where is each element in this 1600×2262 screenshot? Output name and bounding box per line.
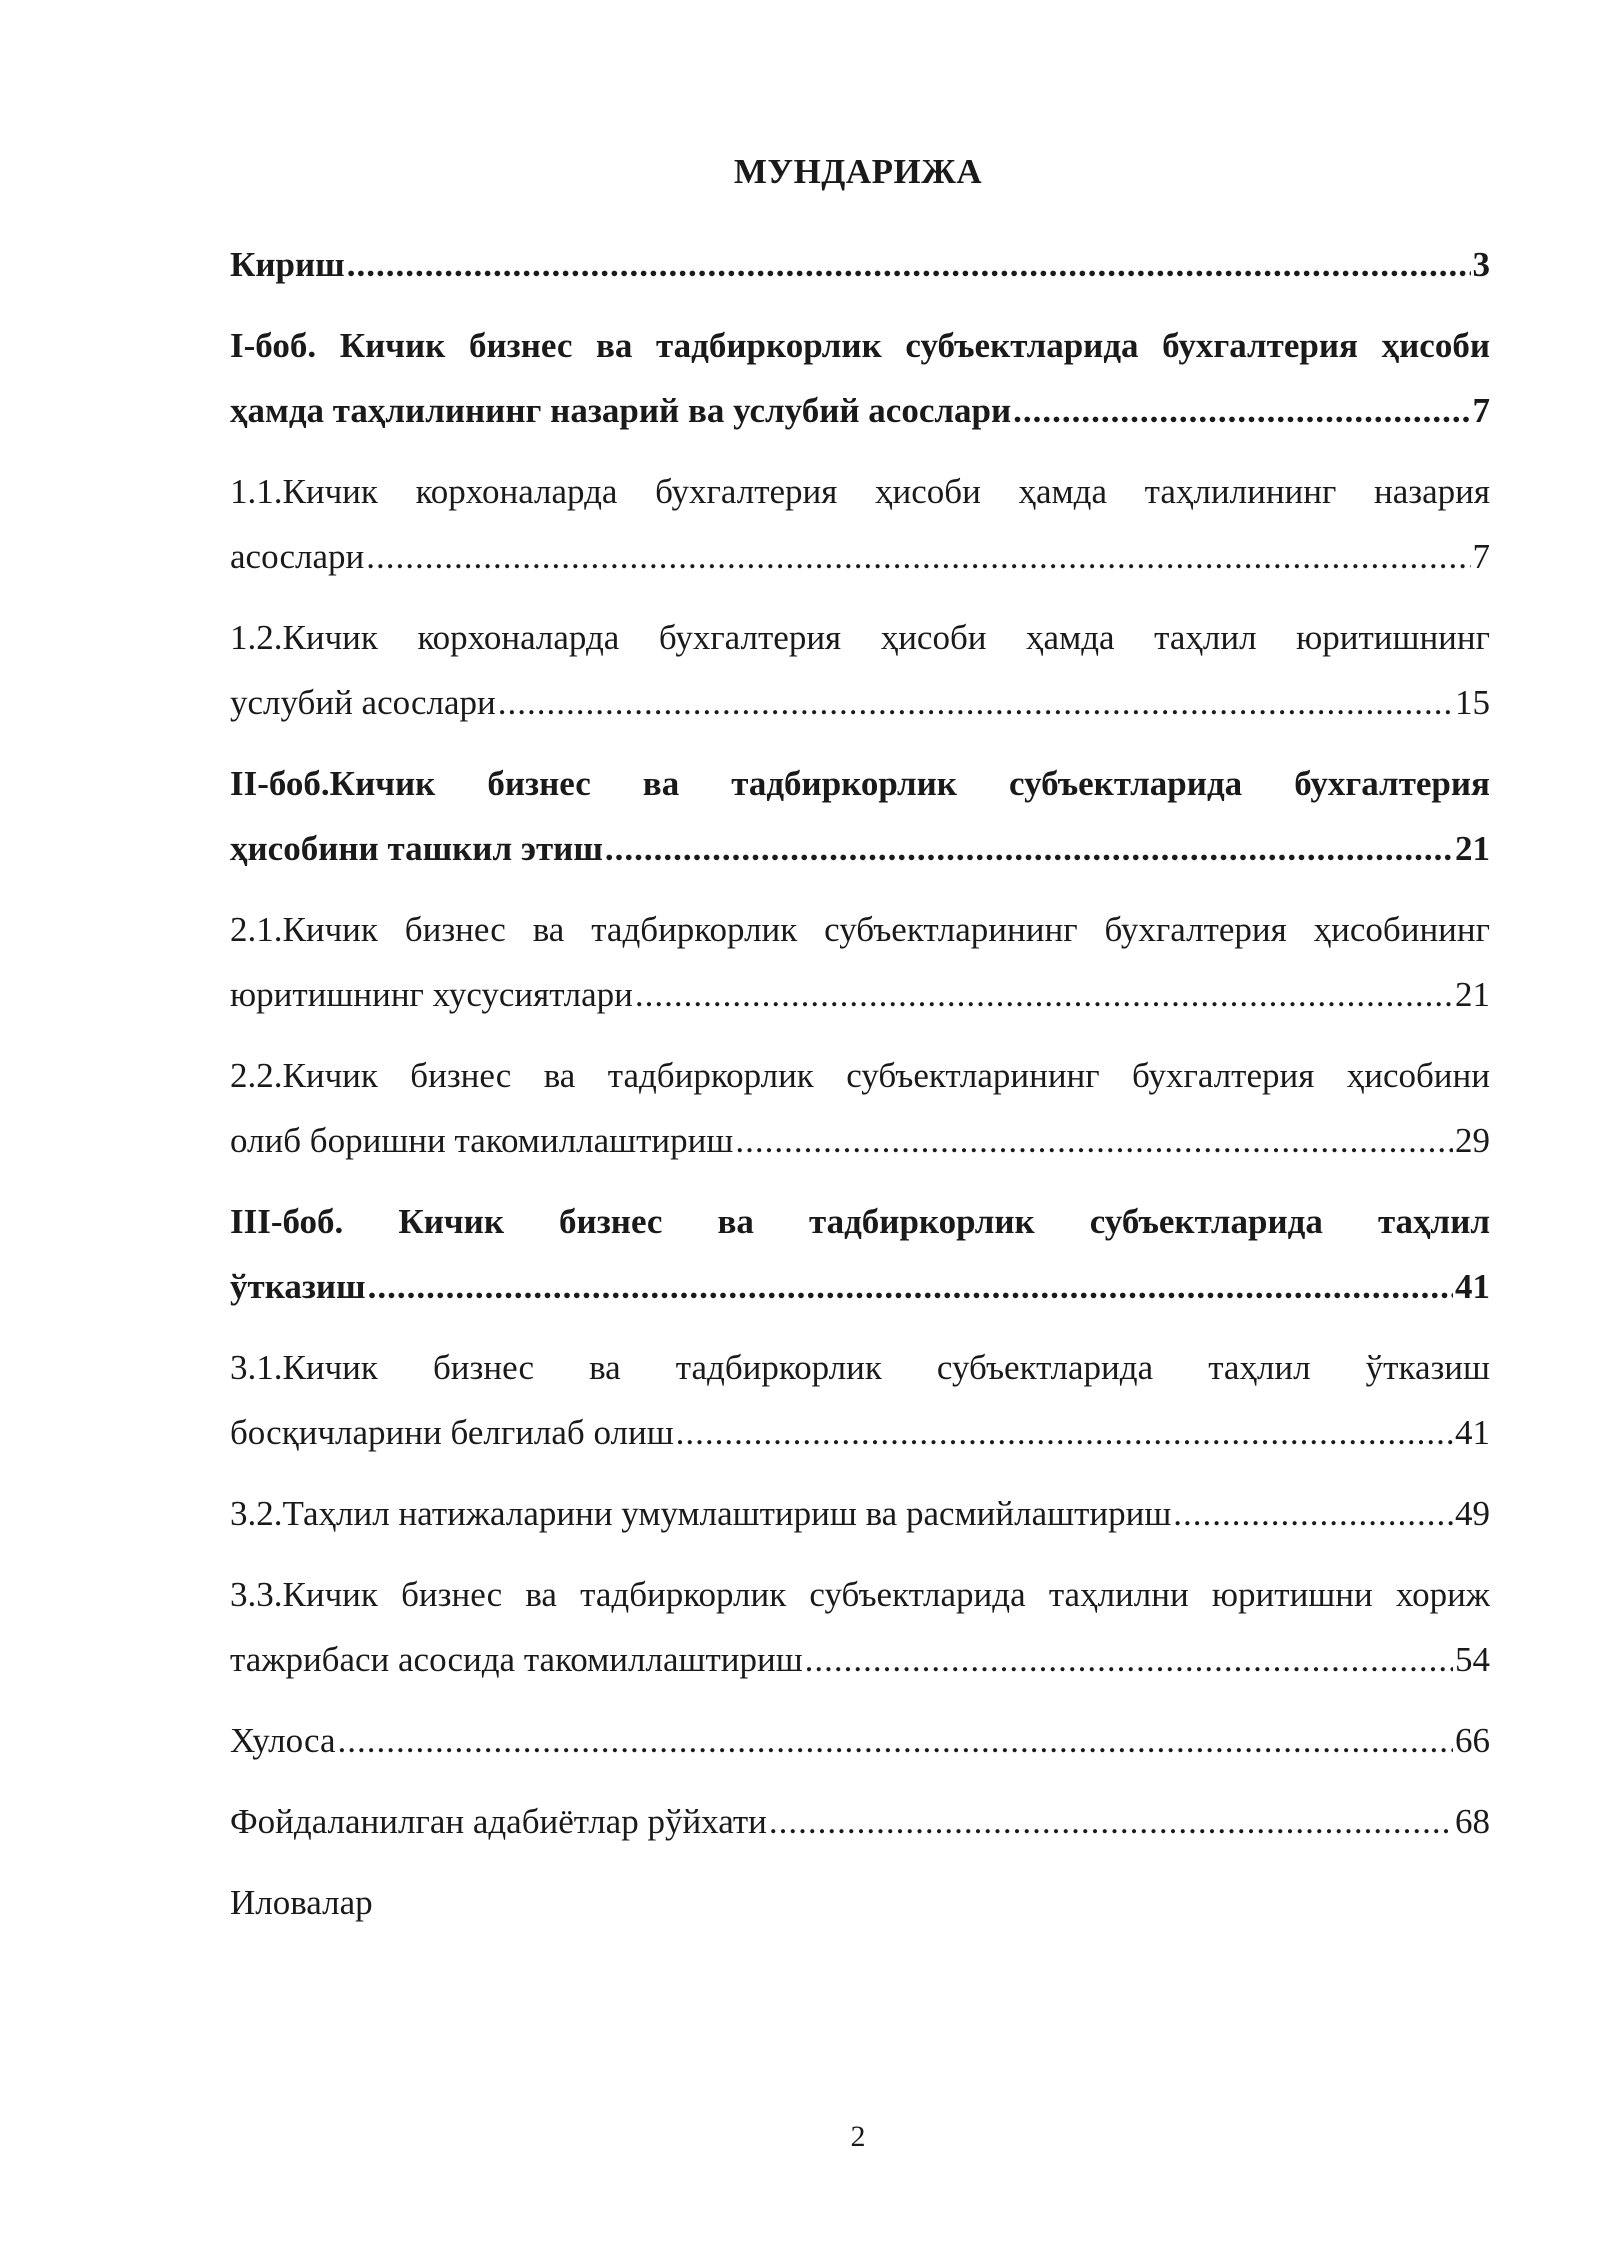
dot-leader xyxy=(769,1789,1453,1854)
toc-entry-section-1-1[interactable] xyxy=(230,459,1490,589)
dot-leader xyxy=(735,1108,1453,1173)
toc-entry-text: Иловалар xyxy=(230,1883,373,1922)
toc-entry-text-continued: ўтказиш xyxy=(230,1267,366,1306)
toc-page-number: 15 xyxy=(1455,683,1490,722)
toc-page-number: 21 xyxy=(1455,829,1490,868)
dot-leader xyxy=(635,962,1453,1027)
toc-entry-text: 2.1.Кичик бизнес ва тадбиркорлик субъектларининг бухгалтерия ҳисобининг xyxy=(230,910,1490,949)
toc-entry-text: Кириш xyxy=(230,245,345,284)
toc-page-number: 41 xyxy=(1455,1413,1490,1452)
toc-entry-text: 3.1.Кичик бизнес ва тадбиркорлик субъектларида таҳлил ўтказиш xyxy=(230,1348,1490,1387)
toc-page-number: 54 xyxy=(1455,1640,1490,1679)
toc-entry-section-2-1[interactable] xyxy=(230,897,1490,1027)
toc-entry-text: I-боб. Кичик бизнес ва тадбиркорлик субъектларида бухгалтерия ҳисоби xyxy=(230,326,1490,365)
toc-entry-introduction[interactable] xyxy=(230,232,1490,297)
toc-page-number: 68 xyxy=(1455,1802,1490,1841)
toc-entry-text-continued: тажрибаси асосида такомиллаштириш xyxy=(230,1640,803,1679)
dot-leader xyxy=(1013,378,1470,443)
toc-page-number: 3 xyxy=(1472,245,1490,284)
toc-page-number: 66 xyxy=(1455,1721,1490,1760)
dot-leader xyxy=(498,670,1453,735)
toc-entry-section-3-1[interactable] xyxy=(230,1335,1490,1465)
toc-entry-section-2-2[interactable] xyxy=(230,1043,1490,1173)
dot-leader xyxy=(1173,1481,1453,1546)
page-number: 2 xyxy=(850,2120,866,2153)
toc-page-number: 29 xyxy=(1455,1121,1490,1160)
toc-page-number: 49 xyxy=(1455,1494,1490,1533)
toc-entry-text-continued: юритишнинг хусусиятлари xyxy=(230,975,633,1014)
toc-entry-section-1-2[interactable] xyxy=(230,605,1490,735)
toc-entry-text-continued: услубий асослари xyxy=(230,683,496,722)
toc-entry-text-continued: олиб боришни такомиллаштириш xyxy=(230,1121,734,1160)
toc-page-number: 7 xyxy=(1472,537,1490,576)
toc-entry-text: Хулоса xyxy=(230,1721,336,1760)
toc-entry-text: 3.2.Таҳлил натижаларини умумлаштириш ва расмийлаштириш xyxy=(230,1494,1172,1533)
dot-leader xyxy=(805,1627,1453,1692)
toc-entry-text-continued: ҳисобини ташкил этиш xyxy=(230,829,603,868)
toc-entry-text: II-боб.Кичик бизнес ва тадбиркорлик субъектларида бухгалтерия xyxy=(230,764,1490,803)
dot-leader xyxy=(366,524,1470,589)
toc-entry-chapter-1[interactable] xyxy=(230,313,1490,443)
toc-page-number: 41 xyxy=(1455,1267,1490,1306)
toc-entry-text: III-боб. Кичик бизнес ва тадбиркорлик субъектларида таҳлил xyxy=(230,1202,1490,1241)
dot-leader xyxy=(676,1400,1453,1465)
toc-entry-text: 2.2.Кичик бизнес ва тадбиркорлик субъектларининг бухгалтерия ҳисобини xyxy=(230,1056,1490,1095)
toc-entry-chapter-2[interactable] xyxy=(230,751,1490,881)
toc-entry-text: 3.3.Кичик бизнес ва тадбиркорлик субъектларида таҳлилни юритишни хориж xyxy=(230,1575,1490,1614)
toc-entry-text: Фойдаланилган адабиётлар рўйхати xyxy=(230,1802,767,1841)
table-of-contents xyxy=(230,232,1490,1951)
dot-leader xyxy=(338,1708,1454,1773)
toc-entry-text: 1.1.Кичик корхоналарда бухгалтерия ҳисоби ҳамда таҳлилининг назария xyxy=(230,472,1490,511)
page-title: МУНДАРИЖА xyxy=(733,152,983,191)
toc-page-number: 21 xyxy=(1455,975,1490,1014)
toc-entry-text-continued: ҳамда таҳлилининг назарий ва услубий асослари xyxy=(230,391,1012,430)
toc-entry-text-continued: асослари xyxy=(230,537,365,576)
dot-leader xyxy=(368,1254,1453,1319)
toc-entry-appendices[interactable] xyxy=(230,1870,1490,1935)
dot-leader xyxy=(347,232,1471,297)
toc-entry-text-continued: босқичларини белгилаб олиш xyxy=(230,1413,674,1452)
toc-entry-conclusion[interactable] xyxy=(230,1708,1490,1773)
toc-entry-section-3-2[interactable] xyxy=(230,1481,1490,1546)
toc-entry-references[interactable] xyxy=(230,1789,1490,1854)
toc-entry-section-3-3[interactable] xyxy=(230,1562,1490,1692)
toc-entry-chapter-3[interactable] xyxy=(230,1189,1490,1319)
toc-page-number: 7 xyxy=(1472,391,1490,430)
toc-entry-text: 1.2.Кичик корхоналарда бухгалтерия ҳисоби ҳамда таҳлил юритишнинг xyxy=(230,618,1490,657)
dot-leader xyxy=(605,816,1453,881)
